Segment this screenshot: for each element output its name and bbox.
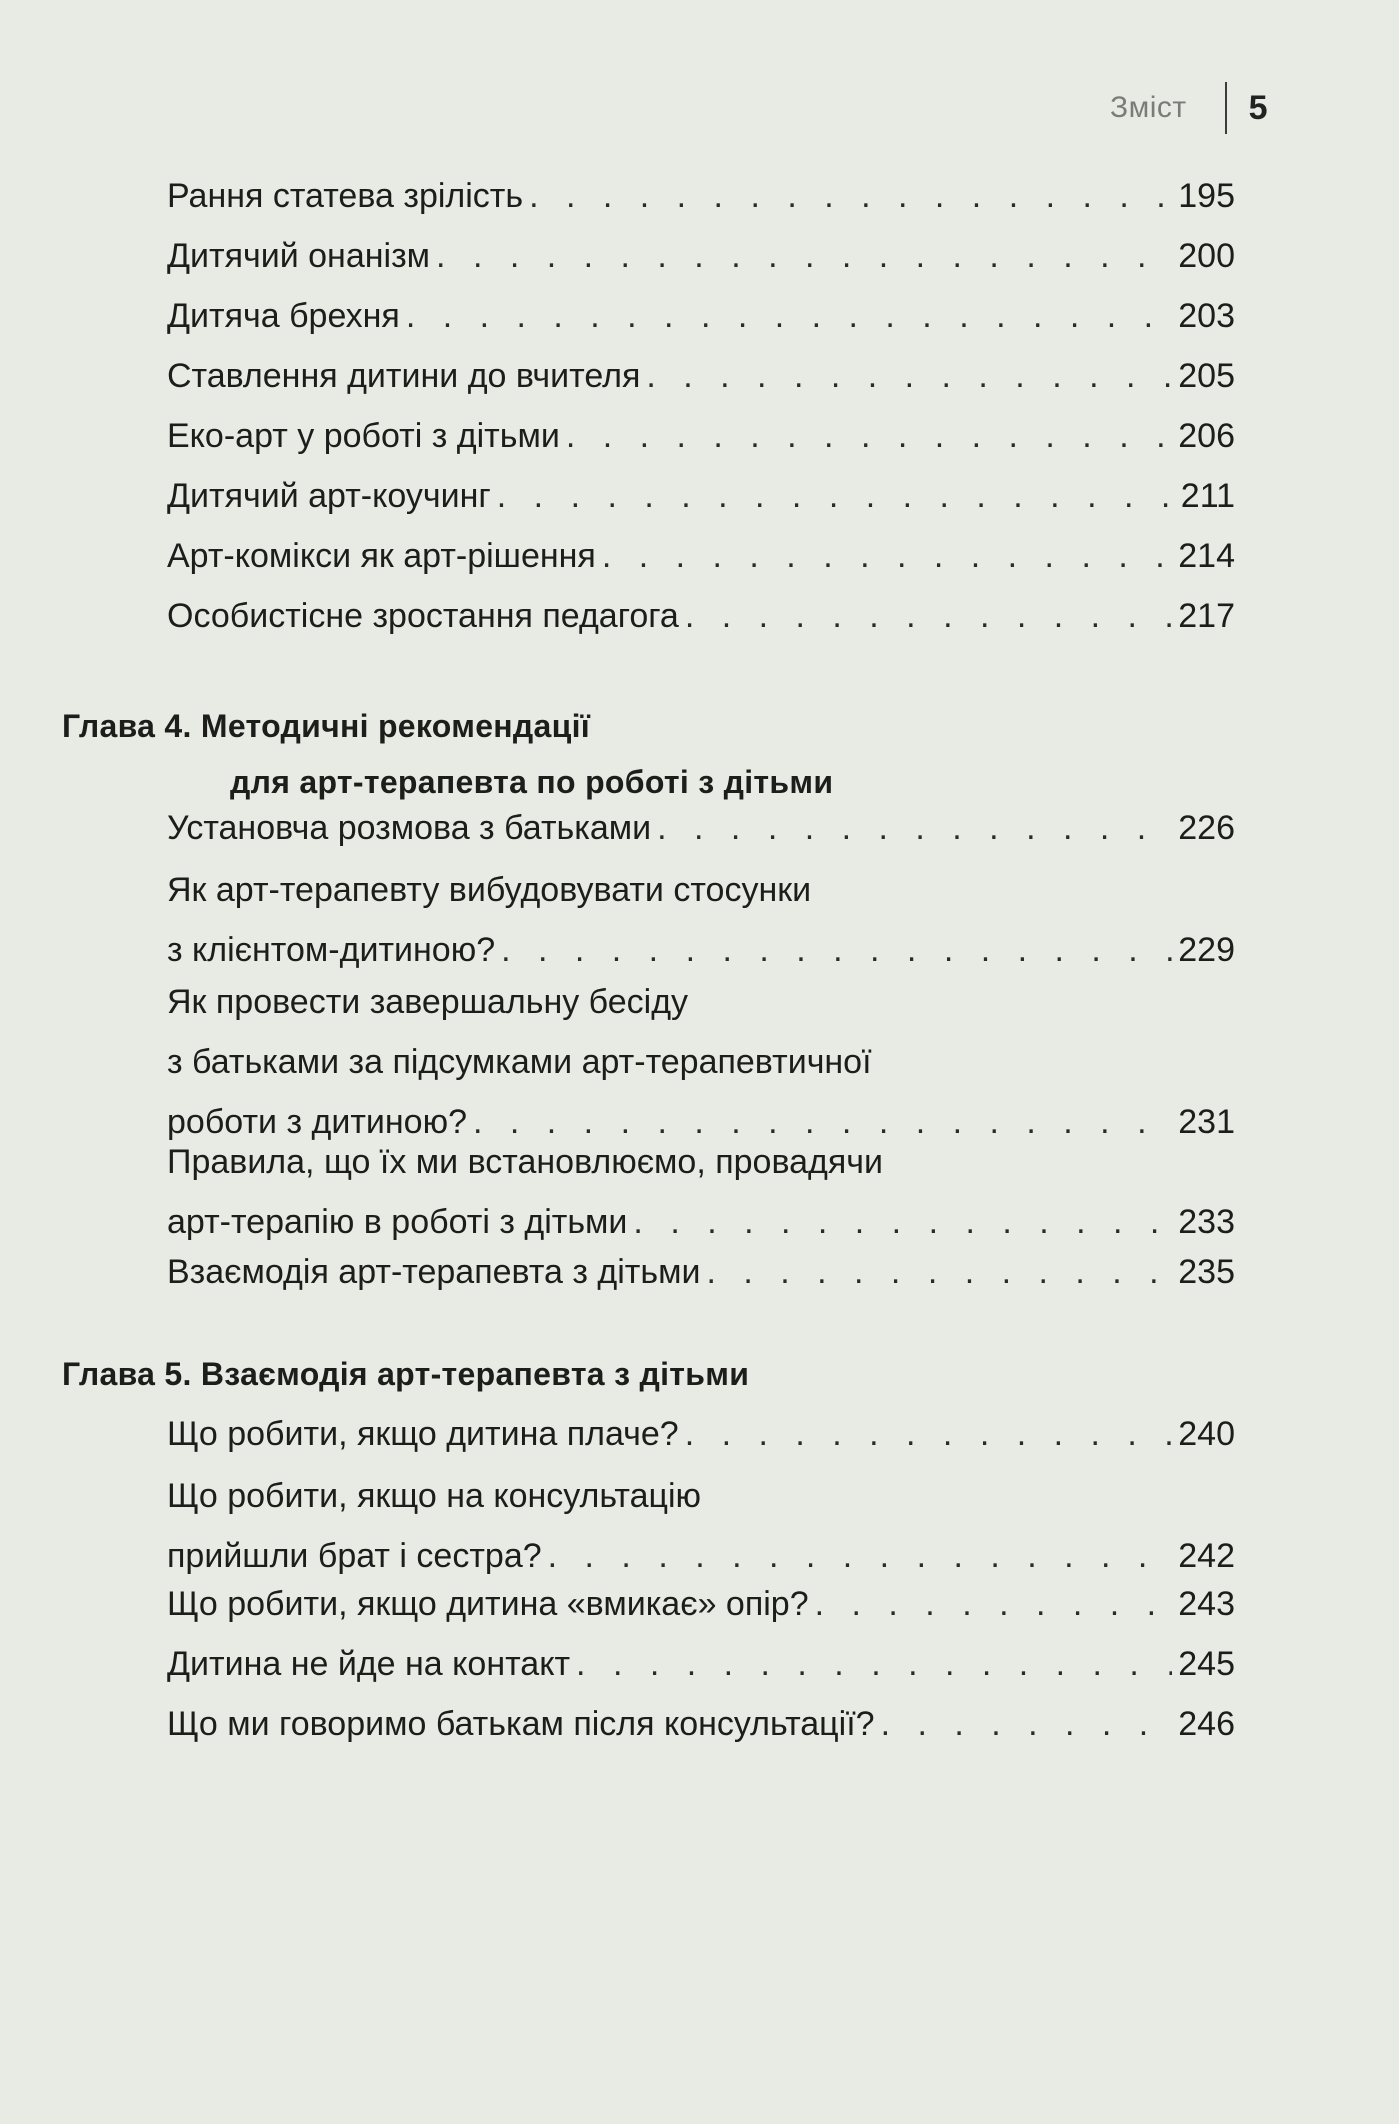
leader-dots xyxy=(529,166,1172,226)
leader-dots xyxy=(815,1574,1173,1634)
leader-dots xyxy=(685,586,1172,646)
toc-entry-title-line: Що робити, якщо на консультацію xyxy=(167,1477,702,1515)
toc-entry-title: прийшли брат і сестра? xyxy=(167,1537,542,1575)
toc-entry-title: Особистісне зростання педагога xyxy=(167,597,679,635)
toc-entry-page: 195 xyxy=(1178,177,1235,215)
toc-entry xyxy=(167,1634,1235,1694)
toc-entry xyxy=(167,526,1235,586)
toc-entry-title-line: Як арт-терапевту вибудовувати стосунки xyxy=(167,871,812,909)
toc-entry xyxy=(167,166,1235,226)
leader-dots xyxy=(685,1404,1173,1464)
toc-entry-page: 235 xyxy=(1178,1253,1235,1291)
leader-dots xyxy=(646,346,1172,406)
leader-dots xyxy=(576,1634,1172,1694)
toc-entry-page: 246 xyxy=(1178,1705,1235,1743)
toc-entry-page: 229 xyxy=(1178,931,1235,969)
leader-dots xyxy=(501,920,1172,980)
toc-entry xyxy=(167,406,1235,466)
toc-entry-page: 233 xyxy=(1178,1203,1235,1241)
toc-entry-title: Що робити, якщо дитина «вмикає» опір? xyxy=(167,1585,809,1623)
leader-dots xyxy=(436,226,1172,286)
toc-entry-page: 231 xyxy=(1178,1103,1235,1141)
toc-entry-page: 243 xyxy=(1178,1585,1235,1623)
toc-entry xyxy=(167,226,1235,286)
toc-entry-title: Взаємодія арт-терапевта з дітьми xyxy=(167,1253,701,1291)
toc-entry xyxy=(167,286,1235,346)
leader-dots xyxy=(881,1694,1173,1754)
toc-entry-page: 211 xyxy=(1180,477,1235,515)
toc-entry xyxy=(167,346,1235,406)
toc-entry-page: 226 xyxy=(1178,809,1235,847)
toc-entry xyxy=(167,586,1235,646)
leader-dots xyxy=(706,1242,1172,1302)
chapter-heading xyxy=(62,1346,749,1402)
toc-entry-title: Дитячий арт-коучинг xyxy=(167,477,491,515)
toc-entry-title: Еко-арт у роботі з дітьми xyxy=(167,417,560,455)
leader-dots xyxy=(566,406,1172,466)
chapter-heading xyxy=(62,698,833,810)
running-head-title: Зміст xyxy=(1110,91,1187,124)
toc-entry-page: 214 xyxy=(1178,537,1235,575)
leader-dots xyxy=(497,466,1175,526)
toc-entry-title-line: Правила, що їх ми встановлюємо, провадячи xyxy=(167,1143,883,1181)
toc-entry-title: Ставлення дитини до вчителя xyxy=(167,357,641,395)
toc-entry-page: 205 xyxy=(1178,357,1235,395)
toc-entry-page: 203 xyxy=(1178,297,1235,335)
toc-entry xyxy=(167,1466,1235,1586)
toc-entry-title: Дитина не йде на контакт xyxy=(167,1645,571,1683)
toc-entry xyxy=(167,1132,1235,1252)
toc-entry xyxy=(167,860,1235,980)
chapter-heading-line: Глава 4. Методичні рекомендації xyxy=(62,708,591,744)
toc-entry xyxy=(167,1694,1235,1754)
leader-dots xyxy=(602,526,1172,586)
toc-entry xyxy=(167,466,1235,526)
running-head-divider xyxy=(1225,82,1227,134)
leader-dots xyxy=(657,798,1172,858)
toc-entry-title: Установча розмова з батьками xyxy=(167,809,652,847)
toc-entry xyxy=(167,1574,1235,1634)
toc-entry-title: Що ми говоримо батькам після консультації? xyxy=(167,1705,875,1743)
toc-entry-page: 217 xyxy=(1178,597,1235,635)
toc-entry-title-line: Як провести завершальну бесіду xyxy=(167,983,689,1021)
toc-entry-title: з клієнтом-дитиною? xyxy=(167,931,496,969)
toc-entry-title-line: з батьками за підсумками арт-терапевтичної xyxy=(167,1043,872,1081)
toc-entry-page: 245 xyxy=(1178,1645,1235,1683)
toc-entry-title: арт-терапію в роботі з дітьми xyxy=(167,1203,628,1241)
toc-entry-title: Що робити, якщо дитина плаче? xyxy=(167,1415,679,1453)
toc-entry-page: 240 xyxy=(1178,1415,1235,1453)
page-number: 5 xyxy=(1248,88,1268,127)
chapter-heading-line: для арт-терапевта по роботі з дітьми xyxy=(230,764,834,800)
toc-entry-title: Рання статева зрілість xyxy=(167,177,524,215)
toc-entry-title: Дитячий онанізм xyxy=(167,237,431,275)
toc-entry xyxy=(167,798,1235,858)
toc-entry-title: Дитяча брехня xyxy=(167,297,400,335)
toc-entry xyxy=(167,972,1235,1152)
toc-entry-page: 206 xyxy=(1178,417,1235,455)
toc-entry-title: Арт-комікси як арт-рішення xyxy=(167,537,596,575)
toc-entry-page: 200 xyxy=(1178,237,1235,275)
toc-entry-title: роботи з дитиною? xyxy=(167,1103,467,1141)
chapter-heading-line: Глава 5. Взаємодія арт-терапевта з дітьми xyxy=(62,1356,750,1392)
toc-entry xyxy=(167,1404,1235,1464)
running-head xyxy=(1110,82,1268,134)
toc-entry xyxy=(167,1242,1235,1302)
leader-dots xyxy=(406,286,1172,346)
toc-entry-page: 242 xyxy=(1178,1537,1235,1575)
